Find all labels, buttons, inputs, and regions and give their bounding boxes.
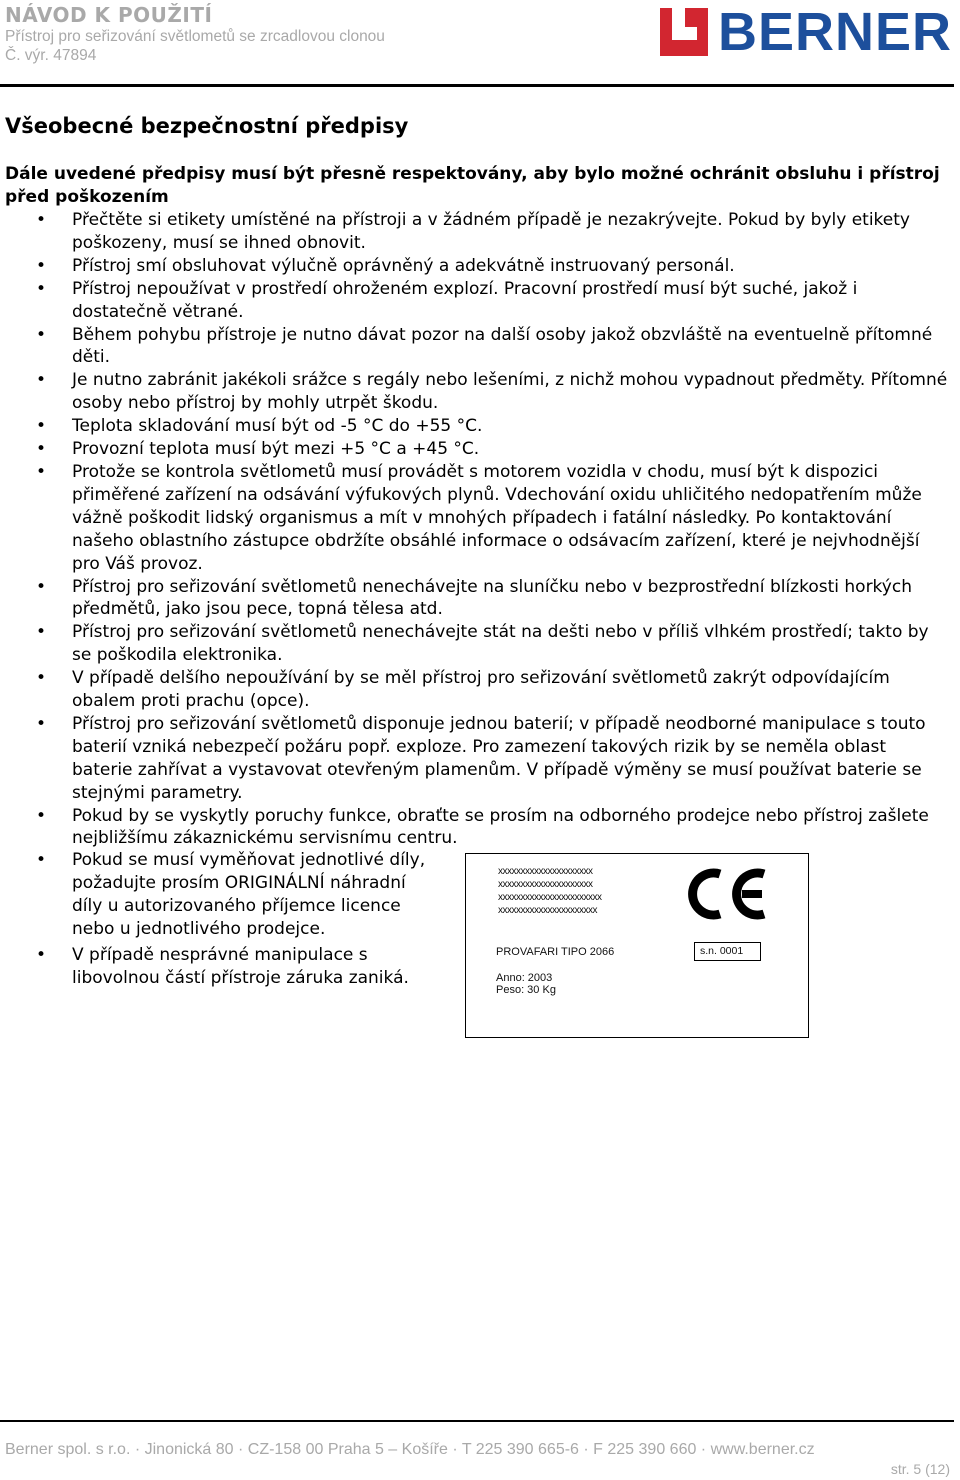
berner-logo [660,2,953,62]
rating-plate-image [465,853,809,1038]
plate-text-line: xxxxxxxxxxxxxxxxxxxxx [498,879,593,890]
list-item: • Během pohybu přístroje je nutno dávat pozor na další osoby jakož obzvláště na eventuelně přítomné děti. [0,324,950,370]
safety-rules-list [0,209,950,850]
list-item: • V případě nesprávné manipulace s libovolnou částí přístroje záruka zaniká. [0,944,440,990]
list-item: • Přístroj pro seřizování světlometů disponuje jednou baterií; v případě neodborné manipulace s touto baterií vzniká nebezpečí požáru popř. exploze. Pro zamezení takových rizik by se neměla oblast baterie zahřívat a vystavovat otevřeným plamenům. V případě výměny se musí používat baterie se stejnými parametry. [0,713,950,805]
plate-model: PROVAFARI TIPO 2066 [496,946,615,958]
list-item: • Teplota skladování musí být od -5 °C do +55 °C. [0,415,950,438]
footer-divider [0,1420,954,1422]
plate-text-line: xxxxxxxxxxxxxxxxxxxxx [498,866,593,877]
footer-address: Berner spol. s r.o. · Jinonická 80 · CZ-158 00 Praha 5 – Košíře · T 225 390 665-6 · F 225 390 660 · www.berner.cz [5,1441,815,1458]
plate-text-line: xxxxxxxxxxxxxxxxxxxxxx [498,905,597,916]
list-item: • Je nutno zabránit jakékoli srážce s regály nebo lešeními, z nichž mohou vypadnout předměty. Přítomné osoby nebo přístroj by mohly utrpět škodu. [0,369,950,415]
list-item: • V případě delšího nepoužívání by se měl přístroj pro seřizování světlometů zakrýt odpovídajícím obalem proti prachu (opce). [0,667,950,713]
article-number: Č. výr. 47894 [5,47,97,64]
berner-logo-mark [660,8,708,56]
list-item: • Protože se kontrola světlometů musí provádět s motorem vozidla v chodu, musí být k dispozici přiměřené zařízení na odsávání výfukových plynů. Vdechování oxidu uhličitého nedopatřením může vážně poškodit lidský organismus a mít v mnohých případech i fatální následky. Po kontaktování našeho oblastního zástupce obdržíte obsáhlé informace o odsávacím zařízení, které je nejvhodnější pro Váš provoz. [0,461,950,576]
header-divider [0,84,954,87]
plate-text-line: xxxxxxxxxxxxxxxxxxxxxxx [498,892,602,903]
document-type: NÁVOD K POUŽITÍ [5,3,213,27]
list-item: • Přístroj nepoužívat v prostředí ohroženém explozí. Pracovní prostředí musí být suché, jakož i dostatečně větrané. [0,278,950,324]
plate-year [496,972,556,996]
side-rules-list [0,849,440,989]
list-item: • Pokud by se vyskytly poruchy funkce, obraťte se prosím na odborného prodejce nebo přístroj zašlete nejbližšímu zákaznickému servisnímu centru. [0,805,950,851]
page-number: str. 5 (12) [890,1461,950,1477]
product-subtitle: Přístroj pro seřizování světlometů se zrcadlovou clonou [5,28,385,45]
berner-logo-text: BERNER [718,2,953,62]
section-intro: Dále uvedené předpisy musí být přesně respektovány, aby bylo možné ochránit obsluhu i přístroj před poškozením [5,164,940,207]
section-title: Všeobecné bezpečnostní předpisy [5,114,409,138]
list-item: • Provozní teplota musí být mezi +5 °C a +45 °C. [0,438,950,461]
ce-mark-icon [684,864,770,924]
list-item: • Přístroj smí obsluhovat výlučně oprávněný a adekvátně instruovaný personál. [0,255,950,278]
list-item: • Přečtěte si etikety umístěné na přístroji a v žádném případě je nezakrývejte. Pokud by byly etikety poškozeny, musí se ihned obnovit. [0,209,950,255]
plate-serial: s.n. 0001 [694,942,761,961]
list-item: • Přístroj pro seřizování světlometů nenechávejte stát na dešti nebo v příliš vlhkém prostředí; takto by se poškodila elektronika. [0,621,950,667]
plate-year-text: Anno: 2003 [496,972,553,984]
page-header [0,0,960,90]
list-item: • Přístroj pro seřizování světlometů nenechávejte na sluníčku nebo v bezprostřední blízkosti horkých předmětů, jako jsou pece, topná tělesa atd. [0,576,950,622]
plate-weight-text: Peso: 30 Kg [496,984,556,996]
list-item: • Pokud se musí vyměňovat jednotlivé díly, požadujte prosím ORIGINÁLNÍ náhradní díly u autorizovaného příjemce licence nebo u jednotlivého prodejce. [0,849,440,941]
